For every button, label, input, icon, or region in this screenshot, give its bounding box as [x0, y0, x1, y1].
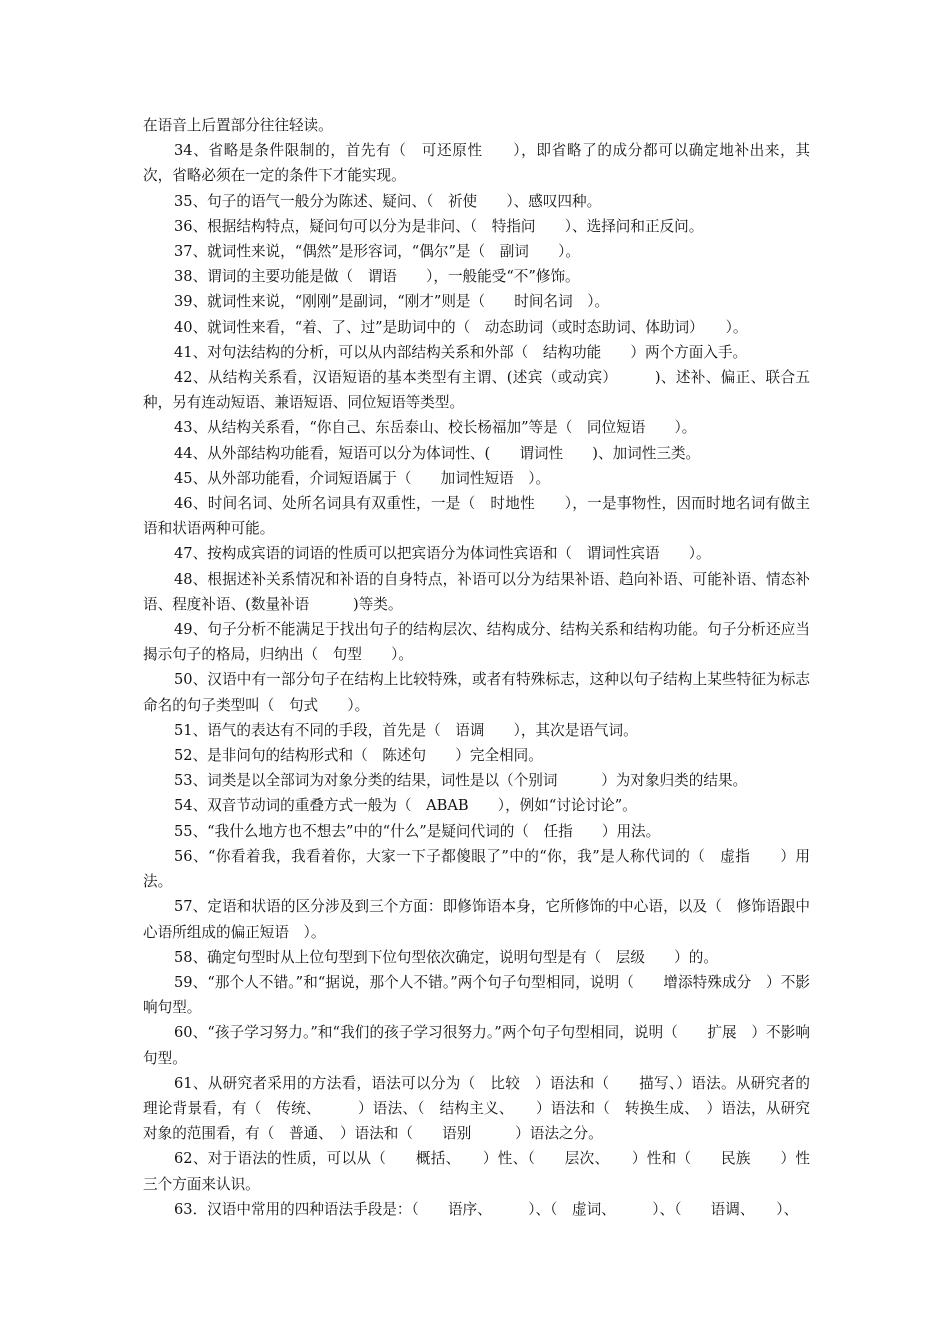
question-55: 55、“我什么地方也不想去”中的“什么”是疑问代词的（ 任指 ）用法。 — [174, 822, 661, 840]
question-48: 48、根据述补关系情况和补语的自身特点，补语可以分为结果补语、趋向补语、可能补语、情态补语、程度补语、(数量补语 )等类。 — [143, 570, 810, 613]
question-62: 62、对于语法的性质，可以从（ 概括、 ）性、（ 层次、 ）性和（ 民族 ）性三个方面来认识。 — [143, 1150, 810, 1193]
question-38: 38、谓词的主要功能是做（ 谓语 ），一般能受“不”修饰。 — [174, 268, 580, 286]
question-58: 58、确定句型时从上位句型到下位句型依次确定，说明句型是有（ 层级 ）的。 — [174, 948, 718, 966]
question-43: 43、从结构关系看，“你自己、东岳泰山、校长杨福加”等是（ 同位短语 ）。 — [174, 419, 697, 437]
document-page — [143, 113, 810, 1222]
question-50: 50、汉语中有一部分句子在结构上比较特殊，或者有特殊标志，这种以句子结构上某些特征为标志命名的句子类型叫（ 句式 ）。 — [143, 671, 810, 714]
question-59: 59、“那个人不错。”和“据说，那个人不错。”两个句子句型相同，说明（ 增添特殊成分 ）不影响句型。 — [143, 973, 810, 1017]
question-46: 46、时间名词、处所名词具有双重性，一是（ 时地性 ），一是事物性，因而时地名词有做主语和状语两种可能。 — [143, 495, 810, 538]
question-63: 63．汉语中常用的四种语法手段是：（ 语序、 ）、（ 虚词、 ）、（ 语调、 ）、 — [174, 1200, 799, 1218]
question-56: 56、“你看着我，我看着你，大家一下子都傻眼了”中的“你，我”是人称代词的（ 虚指 ）用法。 — [143, 847, 810, 891]
question-34: 34、省略是条件限制的，首先有（ 可还原性 ），即省略了的成分都可以确定地补出来，其次，省略必须在一定的条件下才能实现。 — [143, 142, 810, 185]
question-57: 57、定语和状语的区分涉及到三个方面：即修饰语本身，它所修饰的中心语，以及（ 修饰语跟中心语所组成的偏正短语 ）。 — [143, 898, 810, 941]
question-44: 44、从外部结构功能看，短语可以分为体词性、( 谓词性 )、加词性三类。 — [174, 444, 701, 462]
question-45: 45、从外部功能看，介词短语属于（ 加词性短语 ）。 — [174, 469, 551, 487]
question-54: 54、双音节动词的重叠方式一般为（ ABAB ），例如“讨论讨论”。 — [174, 797, 637, 815]
paragraph-continuation: 在语音上后置部分往往轻读。 — [143, 117, 333, 134]
question-37: 37、就词性来说，“偶然”是形容词，“偶尔”是（ 副词 ）。 — [174, 243, 580, 261]
question-47: 47、按构成宾语的词语的性质可以把宾语分为体词性宾语和（ 谓词性宾语 ）。 — [174, 545, 711, 563]
question-40: 40、就词性来看，“着、了、过”是助词中的（ 动态助词（或时态助词、体助词） ）。 — [174, 318, 748, 336]
question-52: 52、是非问句的结构形式和（ 陈述句 ）完全相同。 — [174, 747, 543, 765]
question-60: 60、“孩子学习努力。”和“我们的孩子学习很努力。”两个句子句型相同，说明（ 扩展 ）不影响句型。 — [143, 1024, 810, 1067]
question-61: 61、从研究者采用的方法看，语法可以分为（ 比较 ）语法和（ 描写、）语法。从研究者的理论背景看，有（ 传统、 ）语法、（ 结构主义、 ）语法和（ 转换生成、 ）语法，从研究对象的范围看，有（ 普通、 ）语法和（ 语别 ）语法之分。 — [143, 1074, 810, 1143]
question-51: 51、语气的表达有不同的手段，首先是（ 语调 ），其次是语气词。 — [174, 721, 638, 739]
question-53: 53、词类是以全部词为对象分类的结果，词性是以（个别词 ）为对象归类的结果。 — [174, 772, 748, 790]
question-42: 42、从结构关系看，汉语短语的基本类型有主谓、(述宾（或动宾） )、述补、偏正、联合五种，另有连动短语、兼语短语、同位短语等类型。 — [143, 369, 810, 412]
question-39: 39、就词性来说，“刚刚”是副词，“刚才”则是（ 时间名词 ）。 — [174, 293, 610, 311]
question-35: 35、句子的语气一般分为陈述、疑问、（ 祈使 ）、感叹四种。 — [174, 192, 602, 210]
question-41: 41、对句法结构的分析，可以从内部结构关系和外部（ 结构功能 ）两个方面入手。 — [174, 343, 748, 361]
question-36: 36、根据结构特点，疑问句可以分为是非问、（ 特指问 ）、选择问和正反问。 — [174, 217, 704, 235]
question-49: 49、句子分析不能满足于找出句子的结构层次、结构成分、结构关系和结构功能。句子分析还应当揭示句子的格局，归纳出（ 句型 ）。 — [143, 621, 810, 664]
